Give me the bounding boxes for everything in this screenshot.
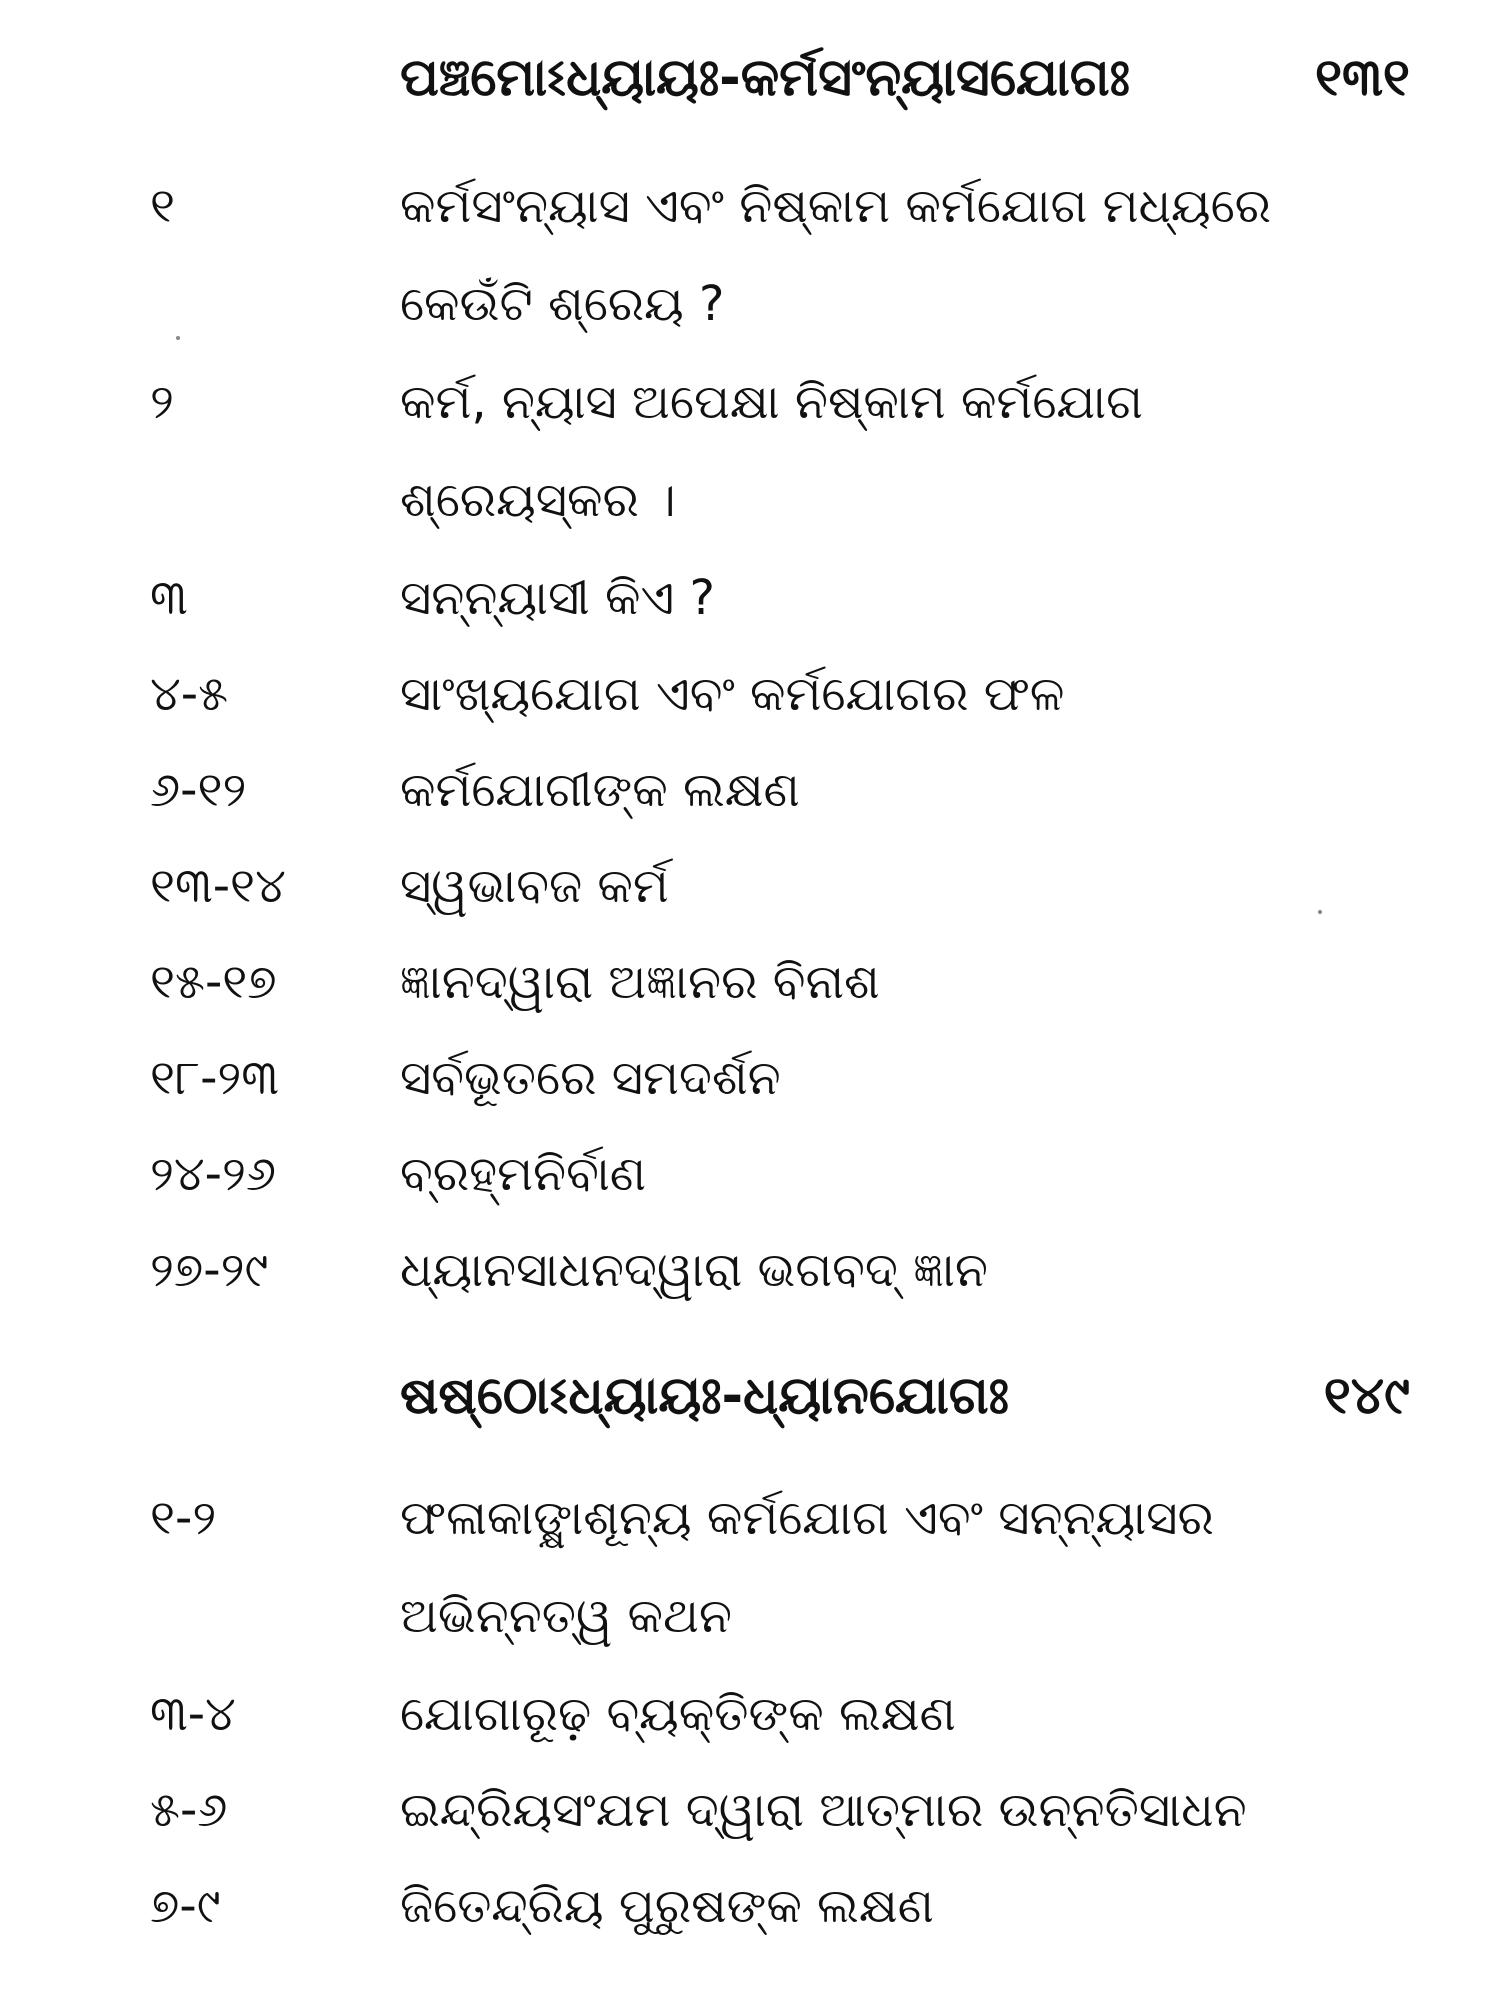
topic-text [400, 374, 1143, 574]
topic-text [400, 762, 800, 864]
scan-speck [176, 336, 180, 340]
topic-text [400, 858, 669, 960]
verse-range: ୬-୧୨ [150, 762, 247, 818]
topic-line: ଶ୍ରେୟସ୍କର । [400, 472, 676, 528]
topic-text [400, 178, 1272, 378]
topic-text [400, 1686, 956, 1788]
chapter-5-title: ପଞ୍ଚମୋଽଧ୍ୟାୟଃ-କର୍ମସଂନ୍ୟାସଯୋଗଃ [400, 48, 1130, 108]
verse-range: ୧୫-୧୭ [150, 954, 277, 1010]
topic-text [400, 954, 880, 1056]
topic-line: ସାଂଖ୍ୟଯୋଗ ଏବଂ କର୍ମଯୋଗର ଫଳ [400, 666, 1065, 722]
verse-range: ୨୭-୨୯ [150, 1242, 269, 1298]
verse-range: ୧ [150, 178, 176, 234]
topic-line: କର୍ମ, ନ୍ୟାସ ଅପେକ୍ଷା ନିଷ୍କାମ କର୍ମଯୋଗ [400, 374, 1143, 430]
topic-text [400, 1050, 781, 1152]
topic-line: ସନ୍ନ୍ୟାସୀ କିଏ ? [400, 570, 715, 626]
verse-range: ୩ [150, 570, 188, 626]
topic-line: କର୍ମଯୋଗୀଙ୍କ ଲକ୍ଷଣ [400, 762, 800, 818]
verse-range: ୪-୫ [150, 666, 229, 722]
topic-line: କେଉଁଟି ଶ୍ରେୟ ? [400, 276, 725, 332]
chapter-6-page-number: ୧୪୯ [1323, 1366, 1410, 1426]
topic-text [400, 1146, 647, 1248]
topic-line: କର୍ମସଂନ୍ୟାସ ଏବଂ ନିଷ୍କାମ କର୍ମଯୋଗ ମଧ୍ୟରେ [400, 178, 1272, 234]
topic-text [400, 1242, 988, 1344]
topic-line: ଧ୍ୟାନସାଧନଦ୍ୱାରା ଭଗବଦ୍ ଜ୍ଞାନ [400, 1242, 988, 1298]
verse-range: ୧୮-୨୩ [150, 1050, 280, 1106]
verse-range: ୧୩-୧୪ [150, 858, 286, 914]
topic-line: ଜିତେନ୍ଦ୍ରିୟ ପୁରୁଷଙ୍କ ଲକ୍ଷଣ [400, 1878, 934, 1934]
topic-text [400, 570, 715, 672]
verse-range: ୫-୬ [150, 1782, 228, 1838]
chapter-5-page-number: ୧୩୧ [1314, 48, 1410, 108]
topic-text [400, 1490, 1214, 1690]
topic-line: ଇନ୍ଦ୍ରିୟସଂଯମ ଦ୍ୱାରା ଆତ୍ମାର ଉନ୍ନତିସାଧନ [400, 1782, 1247, 1838]
verse-range: ୨୪-୨୬ [150, 1146, 277, 1202]
chapter-6-title: ଷଷ୍ଠୋଽଧ୍ୟାୟଃ-ଧ୍ୟାନଯୋଗଃ [400, 1366, 1009, 1426]
topic-text [400, 666, 1065, 768]
topic-line: ଅଭିନ୍ନତ୍ୱ କଥନ [400, 1588, 732, 1644]
topic-line: ବ୍ରହ୍ମନିର୍ବାଣ [400, 1146, 647, 1202]
scan-speck [1318, 910, 1322, 914]
topic-text [400, 1782, 1247, 1884]
topic-line: ସ୍ୱଭାବଜ କର୍ମ [400, 858, 669, 914]
topic-line: ସର୍ବଭୂତରେ ସମଦର୍ଶନ [400, 1050, 781, 1106]
topic-line: ଯୋଗାରୂଢ଼ ବ୍ୟକ୍ତିଙ୍କ ଲକ୍ଷଣ [400, 1686, 956, 1742]
verse-range: ୨ [150, 374, 174, 430]
topic-text [400, 1878, 934, 1980]
topic-line: ଫଳାକାଙ୍କ୍ଷାଶୂନ୍ୟ କର୍ମଯୋଗ ଏବଂ ସନ୍ନ୍ୟାସର [400, 1490, 1214, 1546]
topic-line: ଜ୍ଞାନଦ୍ୱାରା ଅଜ୍ଞାନର ବିନାଶ [400, 954, 880, 1010]
verse-range: ୧-୨ [150, 1490, 217, 1546]
verse-range: ୭-୯ [150, 1878, 221, 1934]
verse-range: ୩-୪ [150, 1686, 236, 1742]
